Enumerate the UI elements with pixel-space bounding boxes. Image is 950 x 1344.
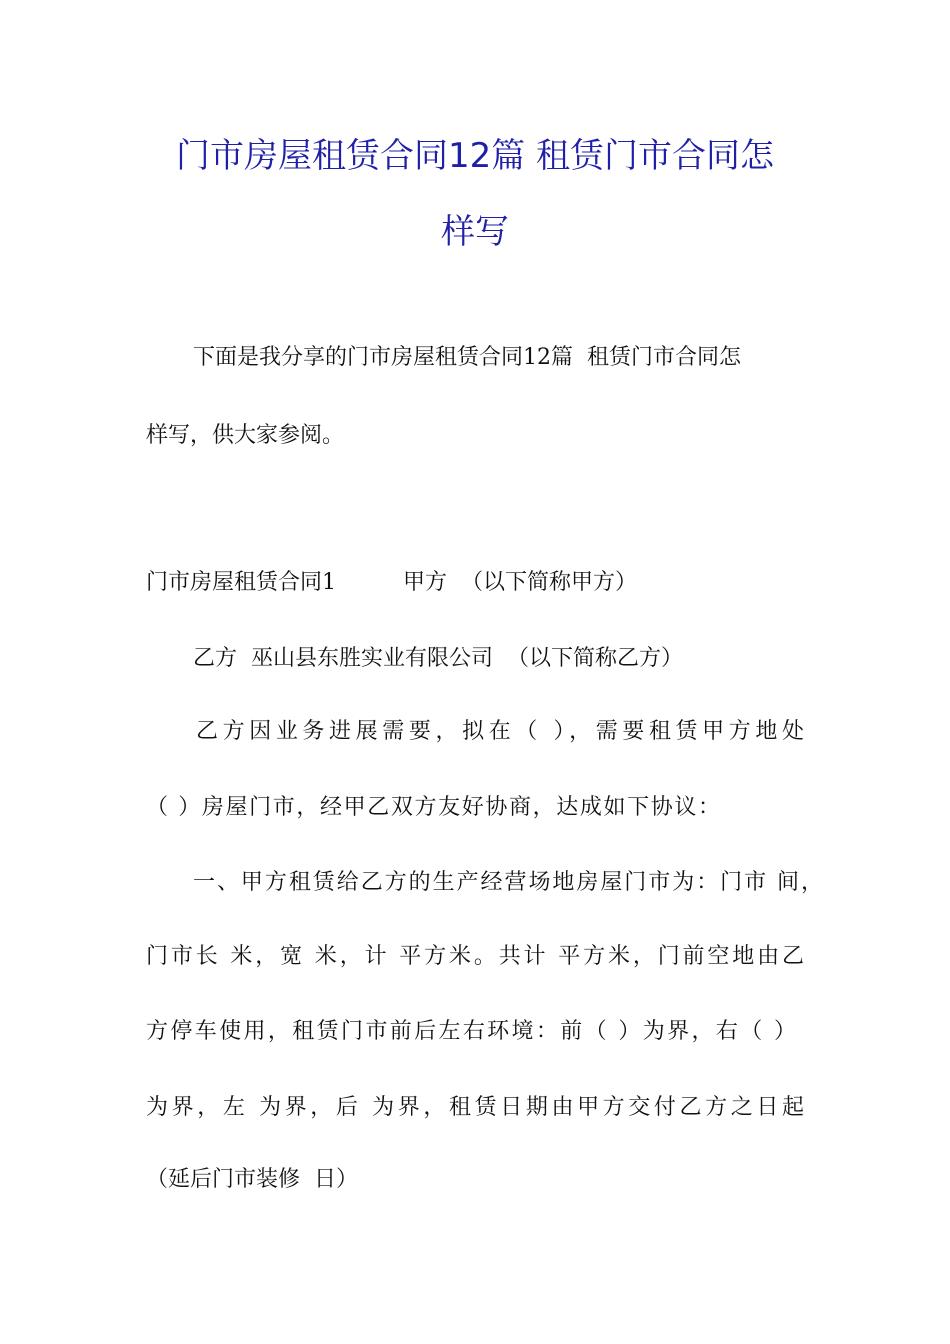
- para1-line-2: （ ）房屋门市，经甲乙双方友好协商，达成如下协议：: [146, 795, 720, 820]
- para2-line-5: （延后门市装修 日）: [146, 1167, 358, 1192]
- para2-line-2: 门市长 米，宽 米，计 平方米。共计 平方米，门前空地由乙: [146, 944, 804, 969]
- intro-line-2: 样写，供大家参阅。: [146, 423, 345, 448]
- para2-line-4: 为界，左 为界，后 为界，租赁日期由甲方交付乙方之日起: [146, 1095, 804, 1120]
- para1-line-1: 乙方因业务进展需要，拟在（ ），需要租赁甲方地处: [196, 719, 804, 744]
- document-title-line-1: 门市房屋租赁合同12篇 租赁门市合同怎: [175, 136, 775, 176]
- party-a-line: 甲方 （以下简称甲方）: [403, 570, 637, 595]
- party-b-line: 乙方 巫山县东胜实业有限公司 （以下简称乙方）: [193, 646, 683, 671]
- document-title-line-2: 样写: [441, 212, 509, 252]
- intro-line-1: 下面是我分享的门市房屋租赁合同12篇 租赁门市合同怎: [193, 345, 741, 370]
- section-heading: 门市房屋租赁合同1: [146, 570, 336, 595]
- para2-line-1: 一、甲方租赁给乙方的生产经营场地房屋门市为：门市 间，: [193, 870, 823, 895]
- para2-line-3: 方停车使用，租赁门市前后左右环境：前（ ）为界，右（ ）: [146, 1019, 796, 1044]
